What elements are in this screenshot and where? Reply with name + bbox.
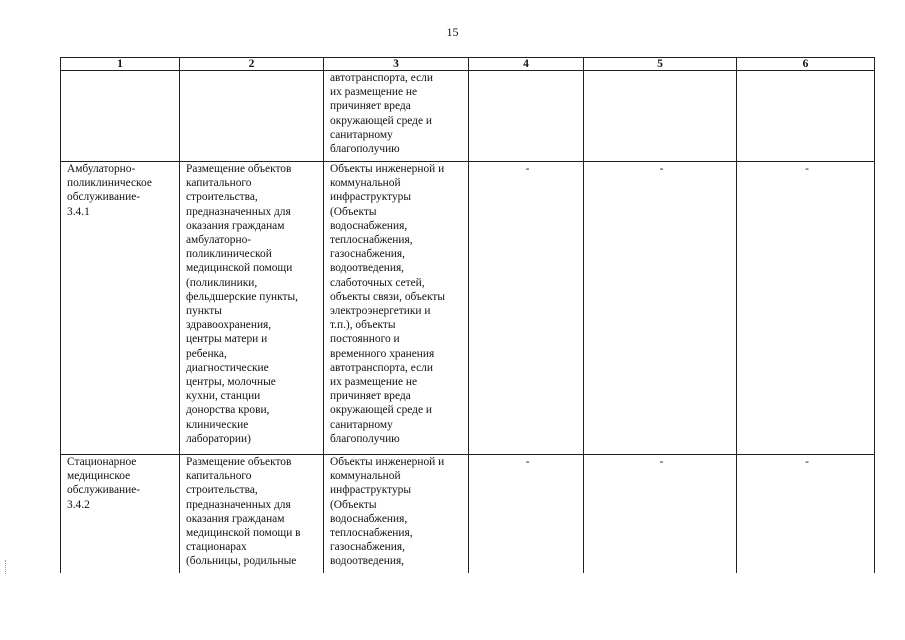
cell-col5 [584, 71, 737, 162]
table-row [61, 162, 875, 455]
column-header-4: 4 [469, 58, 584, 71]
cell-col6 [737, 71, 875, 162]
cell-description: Размещение объектов капитального строительства, предназначенных для оказания гражданам амбулаторно- поликлинической медицинской помощи (поликлиники, фельдшерские пункты, пункты здравоохранения, центры матери и ребенка, диагностические центры, молочные кухни, станции донорства крови, клинические лаборатории) [180, 162, 324, 455]
cell-auxiliary-uses: Объекты инженерной и коммунальной инфраструктуры (Объекты водоснабжения, теплоснабжения, газоснабжения, водоотведения, слаботочных сетей, объекты связи, объекты электроэнергетики и т.п.), объекты постоянного и временного хранения автотранспорта, если их размещение не причиняет вреда окружающей среде и санитарному благополучию [324, 162, 469, 455]
column-header-5: 5 [584, 58, 737, 71]
cell-col6: - [737, 455, 875, 574]
land-use-table [60, 57, 875, 573]
table-header-row [61, 58, 875, 71]
column-header-1: 1 [61, 58, 180, 71]
cell-auxiliary-uses: Объекты инженерной и коммунальной инфраструктуры (Объекты водоснабжения, теплоснабжения, газоснабжения, водоотведения, [324, 455, 469, 574]
cell-description [180, 71, 324, 162]
cell-description: Размещение объектов капитального строительства, предназначенных для оказания гражданам медицинской помощи в стационарах (больницы, родильные [180, 455, 324, 574]
cell-col4: - [469, 162, 584, 455]
cell-col4: - [469, 455, 584, 574]
cell-auxiliary-uses: автотранспорта, если их размещение не причиняет вреда окружающей среде и санитарному благополучию [324, 71, 469, 162]
cell-use-type: Амбулаторно- поликлиническое обслуживание- 3.4.1 [61, 162, 180, 455]
table-row [61, 455, 875, 574]
column-header-3: 3 [324, 58, 469, 71]
cell-use-type [61, 71, 180, 162]
column-header-6: 6 [737, 58, 875, 71]
table-row [61, 71, 875, 162]
cell-col6: - [737, 162, 875, 455]
cell-col5: - [584, 455, 737, 574]
column-header-2: 2 [180, 58, 324, 71]
page-number: 15 [446, 25, 459, 39]
scan-edge-mark [5, 560, 8, 574]
cell-col5: - [584, 162, 737, 455]
cell-use-type: Стационарное медицинское обслуживание- 3.4.2 [61, 455, 180, 574]
cell-col4 [469, 71, 584, 162]
